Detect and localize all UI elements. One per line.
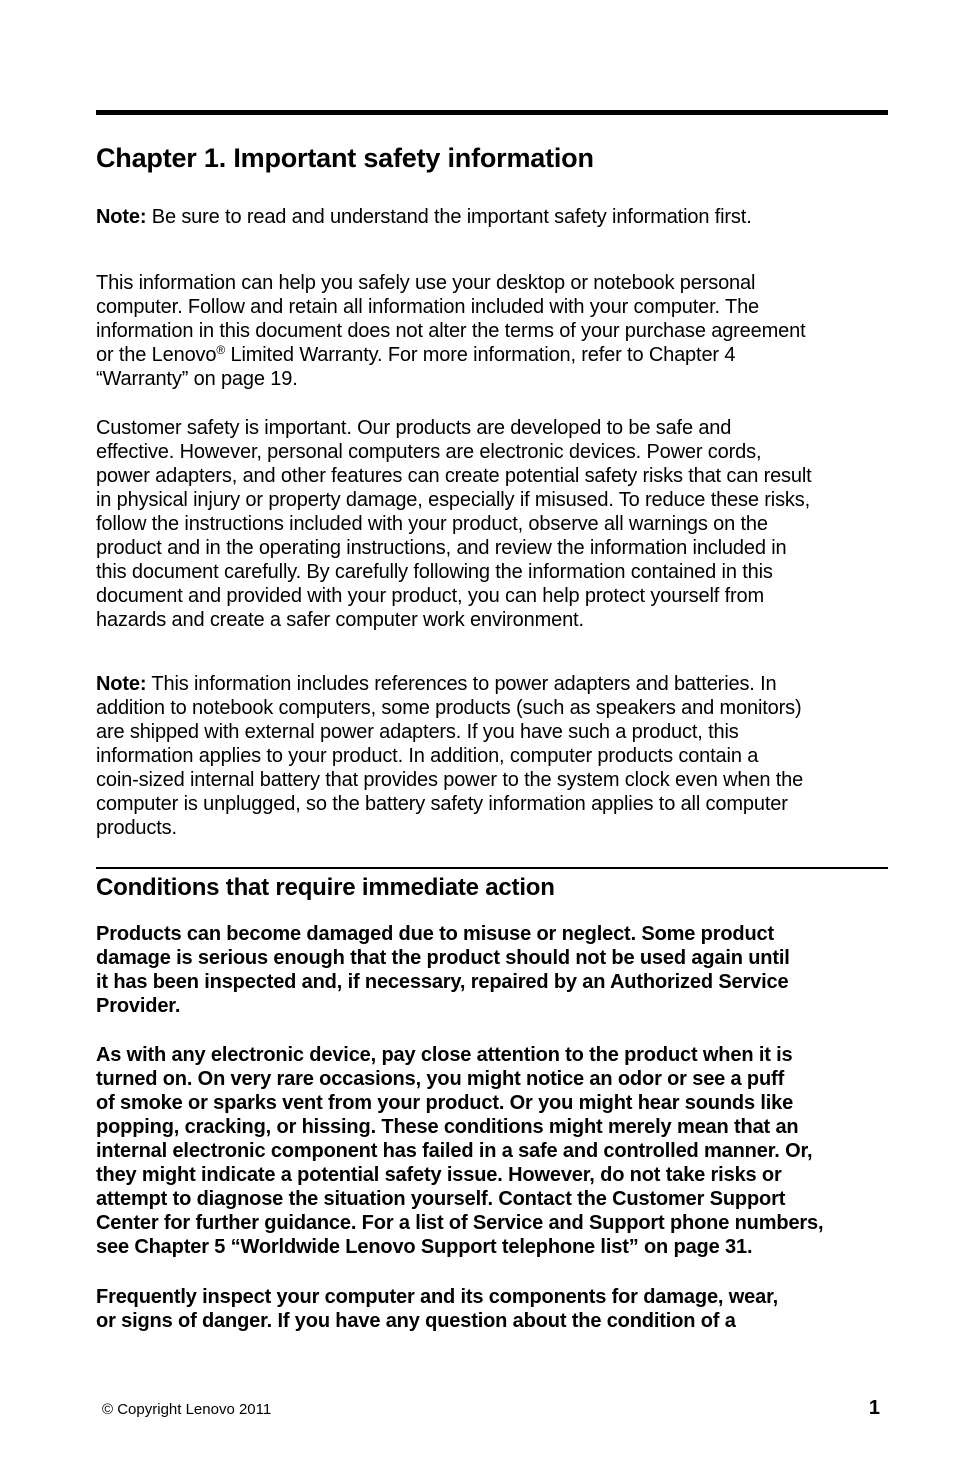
text-line: Frequently inspect your computer and its components for damage, wear, [96, 1286, 779, 1308]
text-line: information in this document does not alter the terms of your purchase agreement [96, 320, 806, 342]
section-top-rule [96, 867, 888, 869]
text-line: are shipped with external power adapters. If you have such a product, this [96, 721, 739, 743]
text-line: Products can become damaged due to misuse or neglect. Some product [96, 923, 775, 945]
text-line: coin-sized internal battery that provides power to the system clock even when the [96, 769, 804, 791]
text-line: product and in the operating instructions, and review the information included in [96, 537, 787, 559]
text-line: computer is unplugged, so the battery safety information applies to all computer [96, 793, 788, 815]
intro-paragraph [96, 271, 896, 391]
copyright-notice: © Copyright Lenovo 2011 [102, 1401, 272, 1418]
text-line: power adapters, and other features can create potential safety risks that can result [96, 465, 812, 487]
text-line: hazards and create a safer computer work environment. [96, 609, 584, 631]
text-line: follow the instructions included with your product, observe all warnings on the [96, 513, 768, 535]
section-title: Conditions that require immediate action [96, 874, 555, 901]
text-line: in physical injury or property damage, especially if misused. To reduce these risks, [96, 489, 811, 511]
warning-paragraph-1 [96, 922, 896, 1018]
text-line: popping, cracking, or hissing. These conditions might merely mean that an [96, 1116, 799, 1138]
text-line: document and provided with your product, you can help protect yourself from [96, 585, 765, 607]
text-line: internal electronic component has failed in a safe and controlled manner. Or, [96, 1140, 813, 1162]
text-line: Provider. [96, 995, 181, 1017]
text-line: it has been inspected and, if necessary, repaired by an Authorized Service [96, 971, 789, 993]
text-line: Customer safety is important. Our products are developed to be safe and [96, 417, 732, 439]
text-line [96, 343, 896, 367]
note-label: Note: [96, 673, 147, 695]
note-paragraph-1 [96, 205, 896, 229]
text-line: This information can help you safely use your desktop or notebook personal [96, 272, 756, 294]
note-paragraph-2 [96, 672, 896, 840]
text-line: “Warranty” on page 19. [96, 368, 298, 390]
text-line: they might indicate a potential safety issue. However, do not take risks or [96, 1164, 782, 1186]
text-line: this document carefully. By carefully following the information contained in this [96, 561, 773, 583]
text-span: or the Lenovo [96, 344, 217, 366]
text-line: of smoke or sparks vent from your product. Or you might hear sounds like [96, 1092, 794, 1114]
text-line: information applies to your product. In addition, computer products contain a [96, 745, 759, 767]
text-line: or signs of danger. If you have any question about the condition of a [96, 1310, 736, 1332]
note-text: Be sure to read and understand the important safety information first. [146, 206, 752, 228]
chapter-title: Chapter 1. Important safety information [96, 143, 594, 173]
text-line: damage is serious enough that the product should not be used again until [96, 947, 790, 969]
note-text: This information includes references to power adapters and batteries. In [146, 673, 777, 695]
customer-safety-paragraph [96, 416, 896, 632]
text-line: attempt to diagnose the situation yourself. Contact the Customer Support [96, 1188, 786, 1210]
text-line: computer. Follow and retain all information included with your computer. The [96, 296, 760, 318]
text-line: see Chapter 5 “Worldwide Lenovo Support telephone list” on page 31. [96, 1236, 753, 1258]
registered-mark: ® [216, 343, 226, 357]
document-page [96, 0, 888, 1475]
text-line: turned on. On very rare occasions, you might notice an odor or see a puff [96, 1068, 785, 1090]
warning-paragraph-3 [96, 1285, 896, 1333]
text-line: products. [96, 817, 177, 839]
text-line: addition to notebook computers, some products (such as speakers and monitors) [96, 697, 802, 719]
text-line: Center for further guidance. For a list of Service and Support phone numbers, [96, 1212, 824, 1234]
note-label: Note: [96, 206, 147, 228]
chapter-top-rule [96, 110, 888, 115]
warning-paragraph-2 [96, 1043, 896, 1259]
text-span: Limited Warranty. For more information, refer to Chapter 4 [225, 344, 736, 366]
text-line: effective. However, personal computers are electronic devices. Power cords, [96, 441, 762, 463]
page-number: 1 [868, 1397, 880, 1419]
text-line: As with any electronic device, pay close attention to the product when it is [96, 1044, 793, 1066]
